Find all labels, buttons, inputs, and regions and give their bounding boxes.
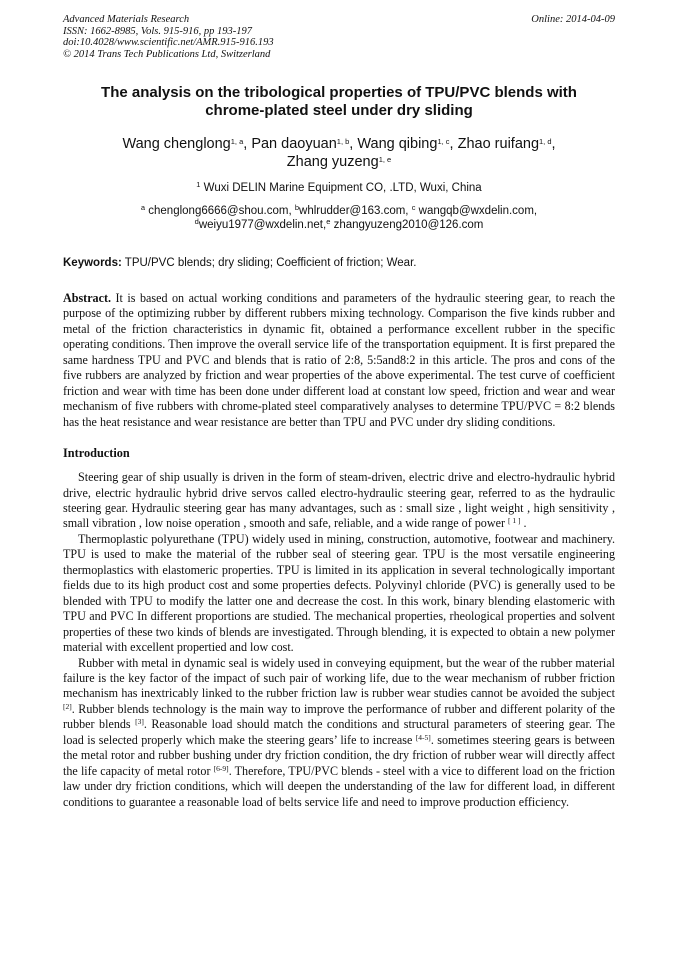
author-superscript: 1, a (230, 137, 244, 146)
email-list (63, 204, 615, 232)
author-separator: , (349, 136, 358, 152)
author-superscript: 1, c (437, 137, 450, 146)
citation: [3] (135, 717, 144, 727)
email-link[interactable]: chenglong6666@shou.com, (148, 205, 292, 217)
author-separator: , (449, 136, 458, 152)
journal-header (63, 14, 615, 60)
online-date: Online: 2014-04-09 (531, 14, 615, 25)
copyright-line: © 2014 Trans Tech Publications Ltd, Switzerland (63, 48, 271, 60)
journal-name: Advanced Materials Research (63, 14, 190, 25)
author-list (63, 135, 615, 171)
email-superscript: e (326, 217, 331, 226)
abstract (63, 291, 615, 430)
keywords-line (63, 256, 615, 270)
paragraph-text: . Therefore, TPU/PVC blends - steel with a vice to different load on the friction law under dry friction conditions, which will deepen the understanding of the law for different load, in different conditions to guarantee a reasonable load of belts service life and need to improve production efficiency. (63, 763, 616, 809)
author-name: Zhao ruifang (457, 136, 540, 152)
abstract-text: It is based on actual working conditions and parameters of the hydraulic steering gear, to reach the purpose of the optimizing rubber by different rubbers mixing technology. Comparison the five kinds rubber and metal of the friction characteristics in dynamic fit, obtained a performance excellent rubber in the specific operating conditions. Then improve the overall service life of the transportation equipment. It is first prepared the same hardness TPU and PVC and blends that is ratio of 2:8, 5:5and8:2 in this article. The pros and cons of the five rubbers are analyzed by friction and wear properties of the above experimental. The test curve of coefficient friction and wear with time has been done under different load at constant low speed, friction and wear and wear mechanism of five rubbers with chrome-plated steel comparatively analyses to determine TPU/PVC = 8:2 blends has the heat resistance and wear resistance are better than TPU and PVC under dry sliding conditions. (63, 291, 616, 429)
paragraph (63, 470, 615, 532)
citation: [4-5] (415, 732, 431, 742)
keywords-label: Keywords: (63, 257, 122, 269)
email-link[interactable]: wangqb@wxdelin.com, (418, 205, 538, 217)
paragraph (63, 656, 615, 811)
citation: [6-9] (213, 763, 229, 773)
paragraph-text: Steering gear of ship usually is driven in the form of steam-driven, electric drive and electro-hydraulic hybrid drive, electric hydraulic hybrid drive servos called electro-hydraulic steering gear, referred to as the hydraulic steering gear. Hydraulic steering gear has many advantages, such as : small size , light weight , high sensitivity , small vibration , low noise operation , smooth and safe, reliable, and a wide range of power (63, 470, 615, 531)
abstract-label: Abstract. (63, 291, 112, 305)
author-name: Wang qibing (357, 136, 438, 152)
paragraph: Thermoplastic polyurethane (TPU) widely used in mining, construction, automotive, footwear and machinery. TPU is used to make the material of the rubber seal of steering gear. TPU is the most versatile engineering thermoplastics with elastomeric properties. TPU is limited in its application in several technologically important fields due to its high product cost and some properties defects. Polyvinyl chloride (PVC) is generally used to be blended with TPU to modify the latter one and decrease the cost. In this work, binary blending elastomeric with TPU and PVC In different proportions are studied. The mechanical properties, rheological properties and solvent properties of these two kinds of blends are investigated. Through blending, it is expected to obtain a new polymer material with excellent propertied and low cost. (63, 531, 615, 655)
author-superscript: 1, b (336, 137, 350, 146)
citation: [ 1 ] (508, 516, 521, 526)
email-link[interactable]: weiyu1977@wxdelin.net, (198, 219, 327, 231)
affiliation-text: Wuxi DELIN Marine Equipment CO, .LTD, Wuxi, China (203, 182, 482, 194)
author-name: Wang chenglong (122, 136, 231, 152)
author-superscript: 1, e (378, 155, 392, 164)
author-separator: , (243, 136, 252, 152)
email-superscript: b (294, 203, 300, 212)
author-separator: , (551, 136, 556, 152)
email-link[interactable]: zhangyuzeng2010@126.com (333, 219, 484, 231)
paragraph-text: . Rubber blends technology is the main way to improve the performance of rubber and different polarity of the rubber blends (63, 701, 615, 732)
paragraph-text: . Reasonable load should match the conditions and structural parameters of steering gear. The load is selected properly which make the steering gears’ life to increase (63, 717, 615, 747)
email-superscript: c (411, 203, 416, 212)
paragraph-text: Rubber with metal in dynamic seal is widely used in conveying equipment, but the wear of the rubber material failure is the key factor of the impact of such pair of working life, due to the wear mechanism of rubber friction mechanism has inextricably linked to the rubber friction law is rubber wear studies cannot be avoided the subject (63, 655, 615, 701)
paper-title: The analysis on the tribological properties of TPU/PVC blends with chrome-plated steel under dry sliding (101, 84, 577, 119)
keywords-text: TPU/PVC blends; dry sliding; Coefficient of friction; Wear. (124, 257, 417, 269)
paragraph-text: . sometimes steering gears is between the metal rotor and rubber bushing under dry friction condition, the dry friction of rubber wear will directly affect the life capacity of metal rotor (63, 732, 615, 778)
email-link[interactable]: whlrudder@163.com, (299, 205, 409, 217)
paragraph-end: . (520, 516, 527, 531)
introduction-body (63, 470, 615, 810)
section-heading-introduction: Introduction (63, 446, 130, 461)
author-name: Pan daoyuan (251, 136, 337, 152)
affiliation-superscript: 1 (196, 180, 201, 189)
issn-line: ISSN: 1662-8985, Vols. 915-916, pp 193-197 (63, 25, 252, 37)
author-superscript: 1, d (539, 137, 552, 146)
citation: [2] (63, 701, 72, 711)
affiliation (63, 181, 615, 195)
email-superscript: a (140, 203, 146, 212)
email-superscript: d (194, 217, 199, 226)
doi-line: doi:10.4028/www.scientific.net/AMR.915-916.193 (63, 37, 274, 48)
author-name: Zhang yuzeng (286, 154, 379, 170)
